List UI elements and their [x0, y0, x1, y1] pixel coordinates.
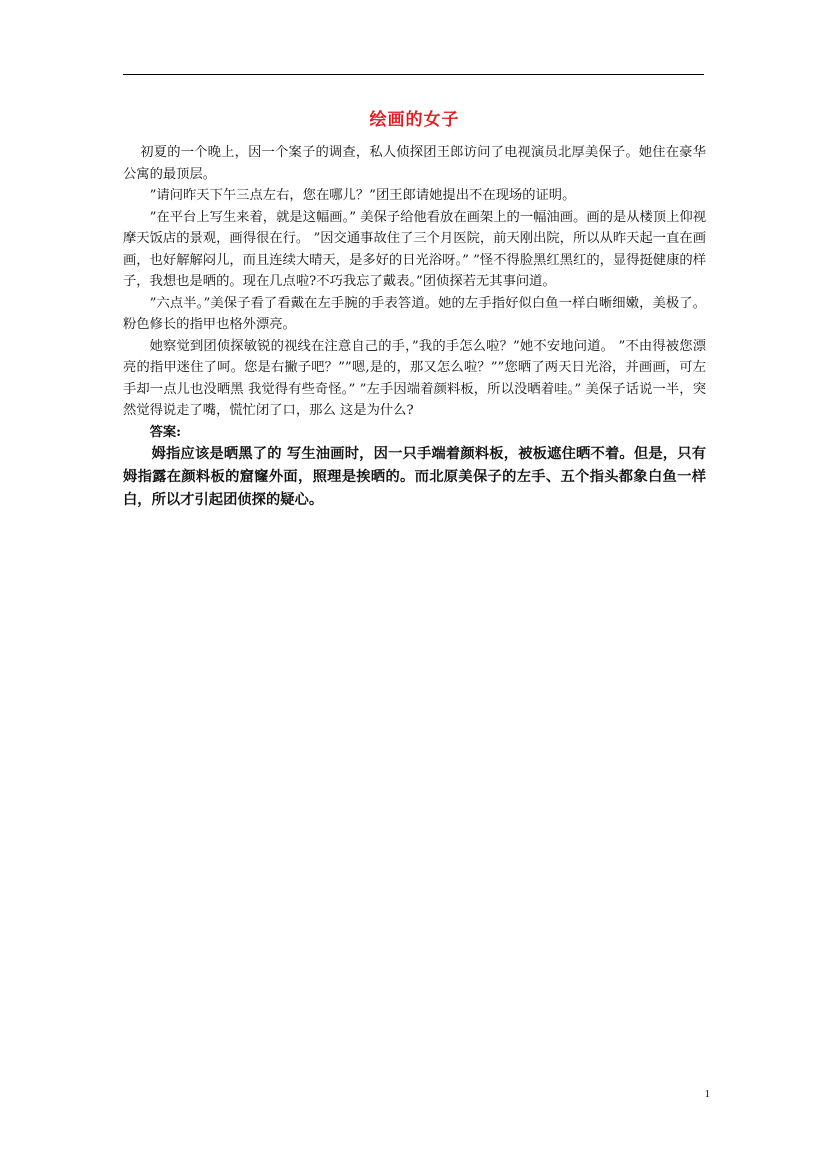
- document-body: [123, 108, 706, 512]
- page-number: 1: [704, 1088, 710, 1100]
- header-rule: [123, 74, 704, 75]
- answer-label: 答案:: [149, 424, 182, 440]
- answer-text: 姆指应该是晒黑了的 写生油画时，因一只手端着颜料板，被板遮住晒不着。但是，只有姆指露在颜料板的窟窿外面，照理是挨晒的。而北原美保子的左手、五个指头都象白鱼一样白，所以才引起团侦探的疑心。: [123, 446, 706, 508]
- paragraph-3: ”在平台上写生来着，就是这幅画。” 美保子给他看放在画架上的一幅油画。画的是从楼顶上仰视摩天饭店的景观，画得很在行。 ”因交通事故住了三个月医院，前天刚出院，所以从昨天起一直在画画，也好解解闷儿，而且连续大晴天，是多好的日光浴呀。” ”怪不得脸黑红黑红的，显得挺健康的样子，我想也是晒的。现在几点啦?不巧我忘了戴表。”团侦探若无其事问道。: [123, 209, 706, 289]
- paragraph-2: ”请问昨天下午三点左右，您在哪儿？”团王郎请她提出不在现场的证明。: [149, 188, 576, 203]
- paragraph-4: ”六点半。”美保子看了看戴在左手腕的手表答道。她的左手指好似白鱼一样白晰细嫩，美极了。粉色修长的指甲也格外漂亮。: [123, 295, 706, 332]
- document-title: 绘画的女子: [369, 110, 460, 130]
- paragraph-1: 初夏的一个晚上，因一个案子的调查，私人侦探团王郎访问了电视演员北厚美保子。她住在豪华公寓的最顶层。: [123, 145, 706, 182]
- paragraph-5: 她察觉到团侦探敏锐的视线在注意自己的手，”我的手怎么啦？”她不安地问道。 ”不由得被您漂亮的指甲迷住了呵。您是右撇子吧？””嗯,是的，那又怎么啦？””您晒了两天日光浴，并画画，可左手却一点儿也没晒黑 我觉得有些奇怪。” ”左手因端着颜料板，所以没晒着哇。” 美保子话说一半，突然觉得说走了嘴，慌忙闭了口，那么 这是为什么?: [123, 338, 707, 418]
